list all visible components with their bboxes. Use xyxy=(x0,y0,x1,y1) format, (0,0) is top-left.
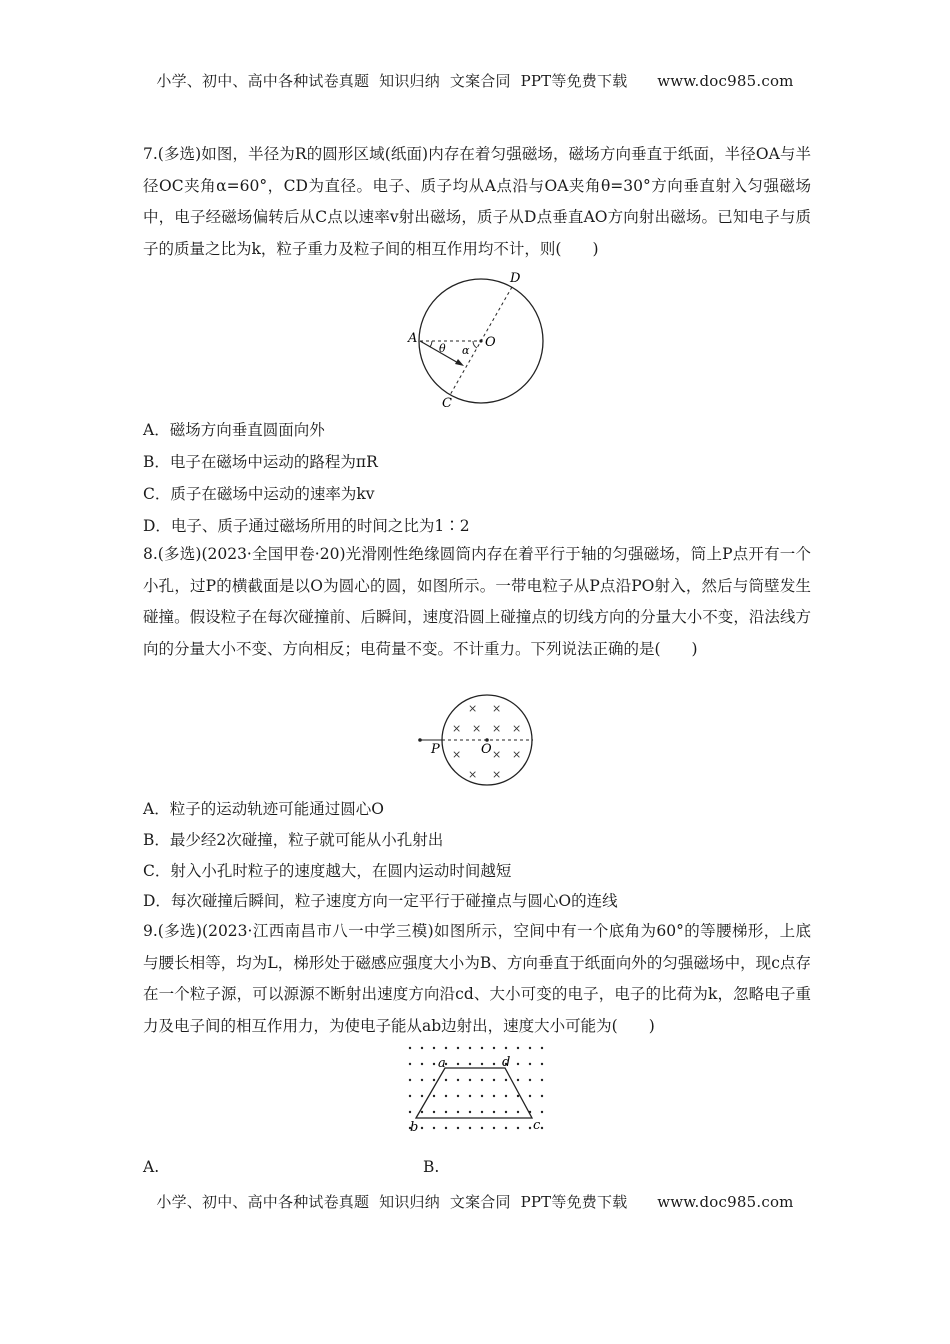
q9-field-dot xyxy=(517,1063,519,1065)
q9-field-dot xyxy=(421,1111,423,1113)
q9-field-dot xyxy=(409,1063,411,1065)
q9-field-dot xyxy=(469,1095,471,1097)
q8-label-P: P xyxy=(431,742,440,757)
q9-field-dot xyxy=(517,1047,519,1049)
q9-field-dot xyxy=(481,1111,483,1113)
q9-field-dot xyxy=(493,1111,495,1113)
q9-field-dot xyxy=(457,1095,459,1097)
q9-field-dot xyxy=(541,1063,543,1065)
q8-field-cross: × xyxy=(472,722,482,735)
q9-field-dot xyxy=(457,1047,459,1049)
q9-label-d: d xyxy=(502,1055,511,1070)
q9-field-dot xyxy=(457,1127,459,1129)
q9-field-dot xyxy=(457,1111,459,1113)
q7-option-b: B．电子在磁场中运动的路程为πR xyxy=(143,453,378,471)
q8-field-cross: × xyxy=(452,748,462,761)
q9-field-dot xyxy=(469,1079,471,1081)
q9-field-dot xyxy=(481,1095,483,1097)
q9-field-dot xyxy=(445,1047,447,1049)
q9-field-dot xyxy=(541,1079,543,1081)
q9-field-dot xyxy=(457,1079,459,1081)
q8-field-cross: × xyxy=(492,748,502,761)
q9-field-dot xyxy=(421,1127,423,1129)
q9-field-dot xyxy=(481,1047,483,1049)
q9-field-dot xyxy=(541,1111,543,1113)
q9-label-b: b xyxy=(410,1120,419,1135)
q9-field-dot xyxy=(493,1127,495,1129)
q7-label-theta: θ xyxy=(439,342,446,355)
q9-figure xyxy=(400,1040,550,1138)
q9-option-a: A. xyxy=(143,1158,160,1176)
q8-option-d: D．每次碰撞后瞬间，粒子速度方向一定平行于碰撞点与圆心O的连线 xyxy=(143,892,618,910)
q9-field-dot xyxy=(469,1111,471,1113)
q7-label-D: D xyxy=(510,271,521,286)
q9-field-dot xyxy=(541,1047,543,1049)
q7-figure xyxy=(400,268,560,410)
q9-field-dot xyxy=(505,1127,507,1129)
q9-field-dot xyxy=(469,1127,471,1129)
q8-field-cross: × xyxy=(492,768,502,781)
q9-field-dot xyxy=(457,1063,459,1065)
q8-field-cross: × xyxy=(492,722,502,735)
q9-field-dot xyxy=(469,1047,471,1049)
q7-label-C: C xyxy=(442,396,452,410)
q9-label-a: a xyxy=(438,1056,446,1071)
page-footer: 小学、初中、高中各种试卷真题 知识归纳 文案合同 PPT等免费下载 www.doc985.com xyxy=(156,1193,794,1211)
q9-option-b: B. xyxy=(423,1158,440,1176)
q8-label-O: O xyxy=(481,742,492,757)
q9-field-dot xyxy=(469,1063,471,1065)
q9-field-dot xyxy=(433,1047,435,1049)
q8-option-b: B．最少经2次碰撞，粒子就可能从小孔射出 xyxy=(143,831,444,849)
q9-field-dot xyxy=(433,1063,435,1065)
q9-field-dot xyxy=(445,1079,447,1081)
q9-field-dot xyxy=(517,1127,519,1129)
page-header: 小学、初中、高中各种试卷真题 知识归纳 文案合同 PPT等免费下载 www.doc985.com xyxy=(156,72,794,90)
q8-figure xyxy=(415,692,540,790)
q9-field-dot xyxy=(433,1095,435,1097)
q9-field-dot xyxy=(481,1127,483,1129)
q9-field-dot xyxy=(517,1095,519,1097)
q9-field-dot xyxy=(409,1095,411,1097)
q9-field-dot xyxy=(505,1111,507,1113)
q8-option-c: C．射入小孔时粒子的速度越大，在圆内运动时间越短 xyxy=(143,862,512,880)
q9-field-dot xyxy=(433,1079,435,1081)
q9-field-dot xyxy=(409,1047,411,1049)
q9-field-dot xyxy=(433,1111,435,1113)
q8-field-cross: × xyxy=(468,702,478,715)
q7-option-a: A．磁场方向垂直圆面向外 xyxy=(143,421,325,439)
q9-field-dot xyxy=(481,1079,483,1081)
q9-field-dot xyxy=(421,1063,423,1065)
q9-field-dot xyxy=(529,1127,531,1129)
q9-field-dot xyxy=(529,1047,531,1049)
q9-field-dot xyxy=(541,1127,543,1129)
q9-field-dot xyxy=(409,1079,411,1081)
q9-field-dot xyxy=(445,1095,447,1097)
q8-field-cross: × xyxy=(452,722,462,735)
q8-field-cross: × xyxy=(468,768,478,781)
q9-field-dot xyxy=(493,1063,495,1065)
q9-field-dot xyxy=(493,1047,495,1049)
q8-option-a: A．粒子的运动轨迹可能通过圆心O xyxy=(143,800,384,818)
q8-stem: 8.(多选)(2023·全国甲卷·20)光滑刚性绝缘圆筒内存在着平行于轴的匀强磁场，筒上P点开有一个小孔，过P的横截面是以O为圆心的圆，如图所示。一带电粒子从P点沿PO射入，然后与筒壁发生碰撞。假设粒子在每次碰撞前、后瞬间，速度沿圆上碰撞点的切线方向的分量大小不变，沿法线方向的分量大小不变、方向相反；电荷量不变。不计重力。下列说法正确的是( ) xyxy=(143,545,811,658)
q7-label-A: A xyxy=(408,331,418,346)
q9-field-dot xyxy=(517,1079,519,1081)
q9-field-dot xyxy=(505,1079,507,1081)
q9-field-dot xyxy=(421,1079,423,1081)
q7-option-d: D．电子、质子通过磁场所用的时间之比为1∶2 xyxy=(143,517,470,535)
q9-field-dot xyxy=(481,1063,483,1065)
q9-field-dot xyxy=(433,1127,435,1129)
q9-field-dot xyxy=(493,1095,495,1097)
q7-stem: 7.(多选)如图，半径为R的圆形区域(纸面)内存在着匀强磁场，磁场方向垂直于纸面，半径OA与半径OC夹角α=60°，CD为直径。电子、质子均从A点沿与OA夹角θ=30°方向垂直射入匀强磁场中，电子经磁场偏转后从C点以速率v射出磁场，质子从D点垂直AO方向射出磁场。已知电子与质子的质量之比为k，粒子重力及粒子间的相互作用均不计，则( ) xyxy=(143,145,811,258)
q9-field-dot xyxy=(445,1111,447,1113)
q9-field-dot xyxy=(421,1095,423,1097)
q9-label-c: c xyxy=(533,1118,541,1133)
q9-field-dot xyxy=(505,1047,507,1049)
q9-field-dot xyxy=(529,1079,531,1081)
q8-field-cross: × xyxy=(492,702,502,715)
q9-field-dot xyxy=(529,1095,531,1097)
q7-label-O: O xyxy=(485,335,496,350)
q7-label-alpha: α xyxy=(462,344,470,357)
q9-field-dot xyxy=(541,1095,543,1097)
q9-field-dot xyxy=(421,1047,423,1049)
q9-field-dot xyxy=(409,1111,411,1113)
q8-field-cross: × xyxy=(512,748,522,761)
q9-stem: 9.(多选)(2023·江西南昌市八一中学三模)如图所示，空间中有一个底角为60°的等腰梯形，上底与腰长相等，均为L，梯形处于磁感应强度大小为B、方向垂直于纸面向外的匀强磁场中，现c点存在一个粒子源，可以源源不断射出速度方向沿cd、大小可变的电子，电子的比荷为k，忽略电子重力及电子间的相互作用力，为使电子能从ab边射出，速度大小可能为( ) xyxy=(143,922,811,1035)
q9-field-dot xyxy=(445,1127,447,1129)
q9-field-dot xyxy=(529,1063,531,1065)
q9-field-dot xyxy=(517,1111,519,1113)
q9-field-dot xyxy=(493,1079,495,1081)
q7-option-c: C．质子在磁场中运动的速率为kv xyxy=(143,485,375,503)
q8-field-cross: × xyxy=(512,722,522,735)
q9-field-dot xyxy=(505,1095,507,1097)
